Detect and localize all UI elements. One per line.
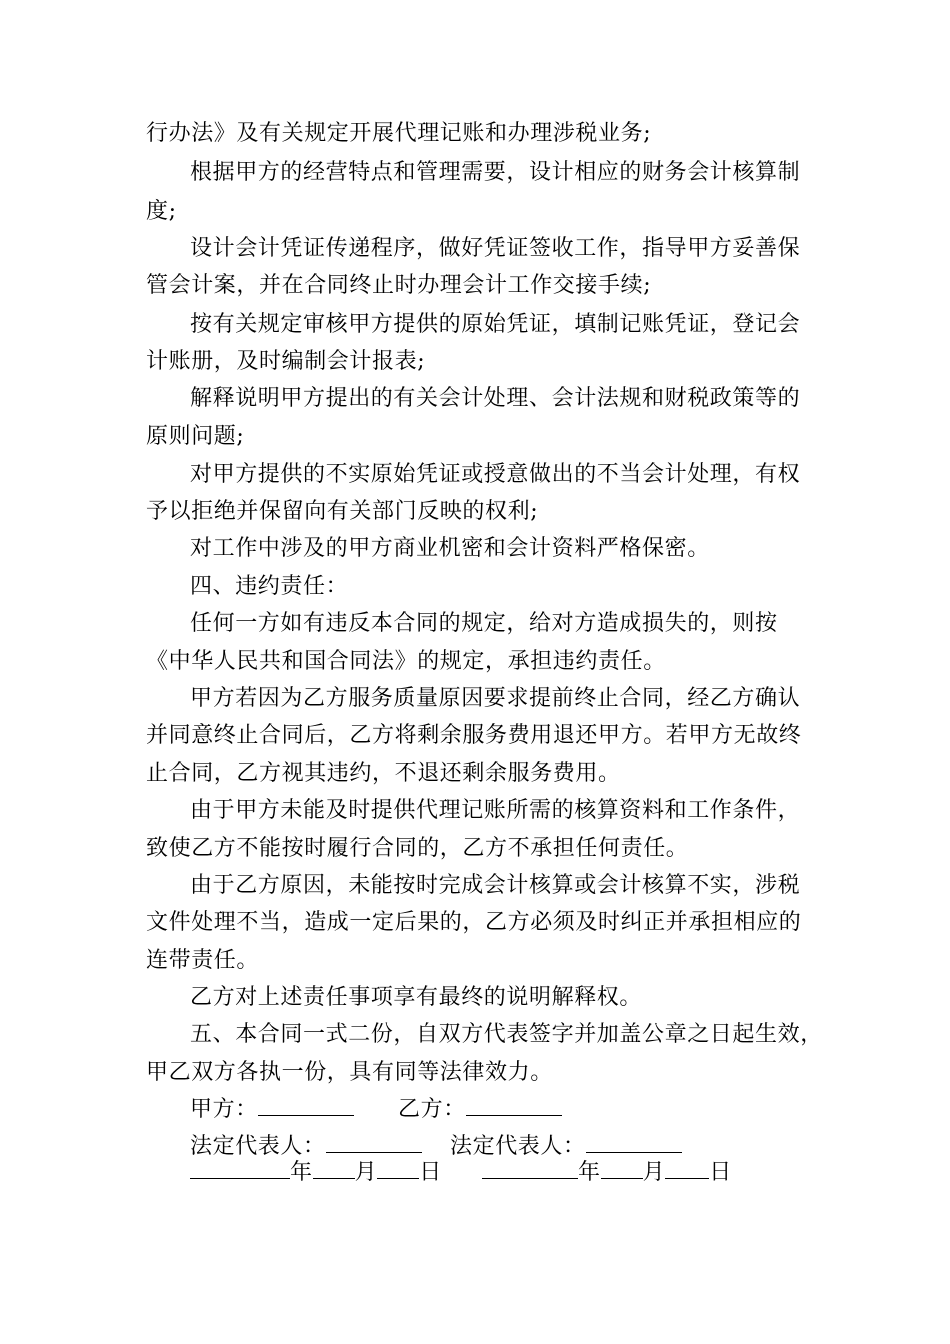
- date-a-day-blank[interactable]: [377, 1156, 419, 1179]
- text-line: 《中华人民共和国合同法》的规定，承担违约责任。: [146, 649, 666, 674]
- text-line: 计账册，及时编制会计报表;: [146, 349, 426, 374]
- text-line: 对工作中涉及的甲方商业机密和会计资料严格保密。: [190, 536, 710, 561]
- text-line: 连带责任。: [146, 948, 260, 973]
- date-b-year-blank[interactable]: [482, 1156, 578, 1179]
- text-line: 并同意终止合同后，乙方将剩余服务费用退还甲方。若甲方无故终: [146, 723, 802, 748]
- text-line: 由于乙方原因，未能按时完成会计核算或会计核算不实，涉税: [190, 873, 801, 898]
- section-heading: 五、本合同一式二份，自双方代表签字并加盖公章之日起生效，: [190, 1022, 823, 1047]
- date-b-month-label: 月: [642, 1160, 666, 1185]
- party-a-label: 甲方：: [190, 1097, 258, 1122]
- rep-a-label: 法定代表人：: [190, 1134, 326, 1159]
- date-b-year-label: 年: [578, 1160, 601, 1185]
- text-line: 解释说明甲方提出的有关会计处理、会计法规和财税政策等的: [190, 386, 801, 411]
- date-b-day-blank[interactable]: [665, 1156, 709, 1179]
- text-line: 文件处理不当，造成一定后果的，乙方必须及时纠正并承担相应的: [146, 910, 802, 935]
- text-line: 行办法》及有关规定开展代理记账和办理涉税业务;: [146, 121, 652, 146]
- rep-b-label: 法定代表人：: [450, 1134, 586, 1159]
- party-b-row: [398, 1091, 562, 1128]
- text-line: 予以拒绝并保留向有关部门反映的权利;: [146, 499, 539, 524]
- text-line: 甲方若因为乙方服务质量原因要求提前终止合同，经乙方确认: [190, 686, 801, 711]
- party-a-row: [190, 1091, 354, 1128]
- text-line: 管会计案，并在合同终止时办理会计工作交接手续;: [146, 273, 652, 298]
- text-line: 止合同，乙方视其违约，不退还剩余服务费用。: [146, 761, 621, 786]
- text-line: 设计会计凭证传递程序，做好凭证签收工作，指导甲方妥善保: [190, 236, 801, 261]
- date-a-month-label: 月: [354, 1160, 378, 1185]
- party-b-label: 乙方：: [398, 1097, 466, 1122]
- text-line: 度;: [146, 199, 177, 224]
- text-line: 任何一方如有违反本合同的规定，给对方造成损失的，则按: [190, 611, 778, 636]
- text-line: 甲乙双方各执一份，具有同等法律效力。: [146, 1060, 553, 1085]
- date-a-month-blank[interactable]: [313, 1156, 355, 1179]
- party-b-blank[interactable]: [466, 1093, 562, 1116]
- date-b-month-blank[interactable]: [601, 1156, 643, 1179]
- text-line: 按有关规定审核甲方提供的原始凭证，填制记账凭证，登记会: [190, 312, 801, 337]
- party-a-blank[interactable]: [258, 1093, 354, 1116]
- date-a-year-blank[interactable]: [190, 1156, 290, 1179]
- text-line: 乙方对上述责任事项享有最终的说明解释权。: [190, 985, 643, 1010]
- text-line: 致使乙方不能按时履行合同的，乙方不承担任何责任。: [146, 836, 689, 861]
- rep-a-blank[interactable]: [326, 1130, 422, 1153]
- date-a-year-label: 年: [290, 1160, 313, 1185]
- date-b-day-label: 日: [709, 1160, 732, 1185]
- text-line: 原则问题;: [146, 424, 245, 449]
- date-b-row: [482, 1154, 732, 1191]
- date-a-row: [190, 1154, 442, 1191]
- text-line: 对甲方提供的不实原始凭证或授意做出的不当会计处理，有权: [190, 462, 801, 487]
- text-line: 由于甲方未能及时提供代理记账所需的核算资料和工作条件，: [190, 798, 801, 823]
- date-a-day-label: 日: [419, 1160, 442, 1185]
- text-line: 根据甲方的经营特点和管理需要，设计相应的财务会计核算制: [190, 160, 801, 185]
- rep-b-blank[interactable]: [586, 1130, 682, 1153]
- section-heading: 四、违约责任：: [190, 574, 349, 599]
